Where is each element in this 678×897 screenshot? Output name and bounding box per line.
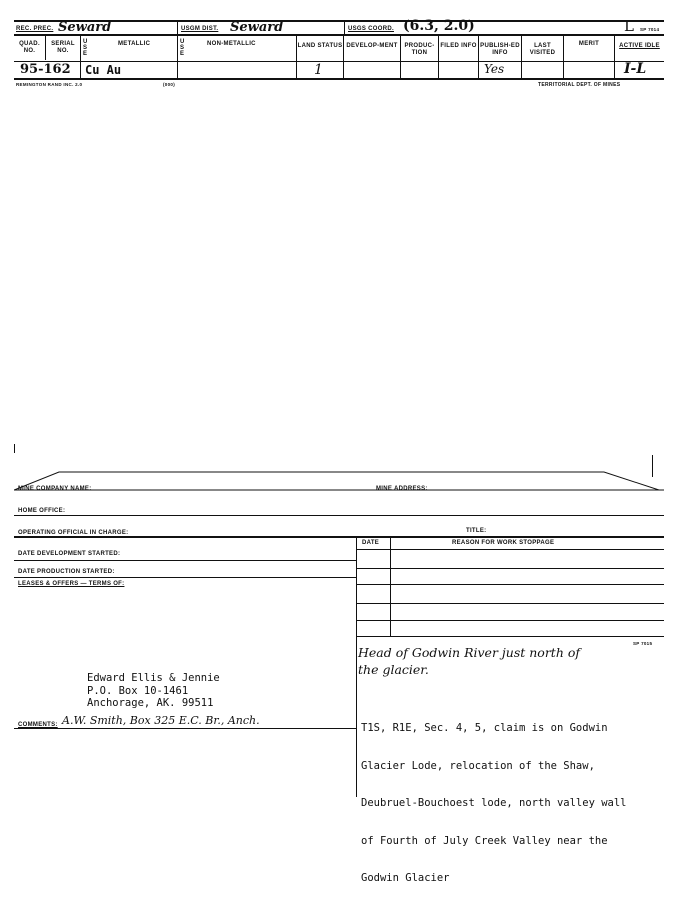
home-office-rule (14, 515, 664, 516)
data-row-rule (14, 78, 664, 80)
col-use-nonmetallic: U S E (180, 39, 185, 57)
land-status-value: 1 (314, 62, 323, 78)
owner-line: Edward Ellis & Jennie (87, 672, 220, 684)
header-divider (344, 20, 345, 34)
rec-prec-label: REC. PREC. (16, 26, 54, 32)
comments-value: A.W. Smith, Box 325 E.C. Br., Anch. (62, 714, 260, 727)
form-number: SP 7014 (640, 27, 660, 32)
col-use-metallic: U S E (83, 39, 88, 57)
date-production-rule (14, 577, 356, 578)
usgm-dist-label: USGM DIST. (181, 26, 219, 32)
date-development-label: DATE DEVELOPMENT STARTED: (18, 551, 121, 557)
owner-line: P.O. Box 10-1461 (87, 684, 189, 697)
stoppage-row-rule (356, 603, 664, 604)
home-office-label: HOME OFFICE: (18, 508, 66, 514)
col-last-visited: LAST VISITED (529, 43, 556, 56)
col-filed-info: FILED INFO (440, 43, 477, 49)
col-active-idle: ACTIVE IDLE (619, 43, 660, 49)
printer-code: (000) (163, 82, 176, 87)
location-typed-line: T1S, R1E, Sec. 4, 5, claim is on Godwin (361, 722, 608, 734)
printer-imprint: REMINGTON RAND INC. 2.0 (16, 82, 83, 87)
reason-label: REASON FOR WORK STOPPAGE (452, 540, 555, 546)
column-divider (80, 36, 81, 78)
col-merit: MERIT (578, 41, 600, 47)
header-top-rule (14, 20, 664, 22)
col-land-status: LAND STATUS (297, 43, 343, 49)
col-quad-no: QUAD. NO. (19, 41, 40, 54)
leases-label: LEASES & OFFERS — TERMS OF: (18, 581, 125, 587)
col-published-info: PUBLISH-ED INFO (480, 43, 520, 56)
usgm-dist-value: Seward (230, 20, 284, 35)
header-mid-rule (14, 34, 664, 36)
rec-prec-value: Seward (58, 20, 112, 35)
stoppage-row-rule (356, 584, 664, 585)
location-handwritten-line: the glacier. (358, 662, 429, 677)
header-divider (177, 20, 178, 34)
mine-address-label: MINE ADDRESS: (376, 486, 428, 492)
usgs-coord-label: USGS COORD. (348, 26, 394, 32)
col-serial-no: SERIAL NO. (51, 41, 75, 54)
operating-official-label: OPERATING OFFICIAL IN CHARGE: (18, 530, 129, 536)
stoppage-date-divider (390, 537, 391, 637)
metallic-value: Cu Au (85, 63, 122, 77)
location-handwritten-line: Head of Godwin River just north of (358, 645, 580, 660)
location-typed-line: Godwin Glacier (361, 872, 450, 884)
stoppage-row-rule (356, 620, 664, 621)
quad-serial-value: 95-162 (20, 62, 71, 77)
column-header-rule (14, 61, 664, 62)
column-divider (177, 36, 178, 78)
location-typed-line: Glacier Lode, relocation of the Shaw, (361, 759, 595, 772)
mine-company-label: MINE COMPANY NAME: (18, 486, 92, 492)
comments-rule (14, 728, 356, 729)
form-number-2: SP 7015 (633, 641, 653, 646)
usgs-coord-value: (6.3, 2.0) (403, 18, 475, 34)
col-metallic: METALLIC (118, 41, 151, 47)
date-production-label: DATE PRODUCTION STARTED: (18, 569, 115, 575)
published-info-value: Yes (484, 62, 505, 76)
operating-official-rule (14, 536, 664, 538)
department-imprint: TERRITORIAL DEPT. OF MINES (538, 82, 621, 88)
title-label: TITLE: (466, 528, 487, 534)
col-production: PRODUC-TION (404, 43, 435, 56)
stoppage-row-rule (356, 636, 664, 637)
active-idle-value: I-L (624, 61, 647, 77)
owner-line: Anchorage, AK. 99511 (87, 697, 214, 709)
stoppage-row-rule (356, 568, 664, 569)
date-development-rule (14, 560, 356, 561)
scan-mark (14, 444, 15, 453)
col-non-metallic: NON-METALLIC (207, 41, 256, 47)
date-label: DATE (362, 540, 380, 546)
stoppage-table-left-edge (356, 537, 357, 797)
location-typed-line: Deubruel-Bouchoest lode, north valley wall (361, 797, 627, 809)
location-typed-line: of Fourth of July Creek Valley near the (361, 834, 608, 847)
location-typed-block (361, 697, 627, 897)
col-development: DEVELOP-MENT (346, 43, 398, 49)
comments-label: COMMENTS: (18, 722, 58, 728)
owner-address-block (87, 672, 220, 710)
tab-fold-outline (14, 470, 664, 494)
corner-mark: L (624, 17, 634, 35)
stoppage-header-rule (356, 549, 664, 550)
